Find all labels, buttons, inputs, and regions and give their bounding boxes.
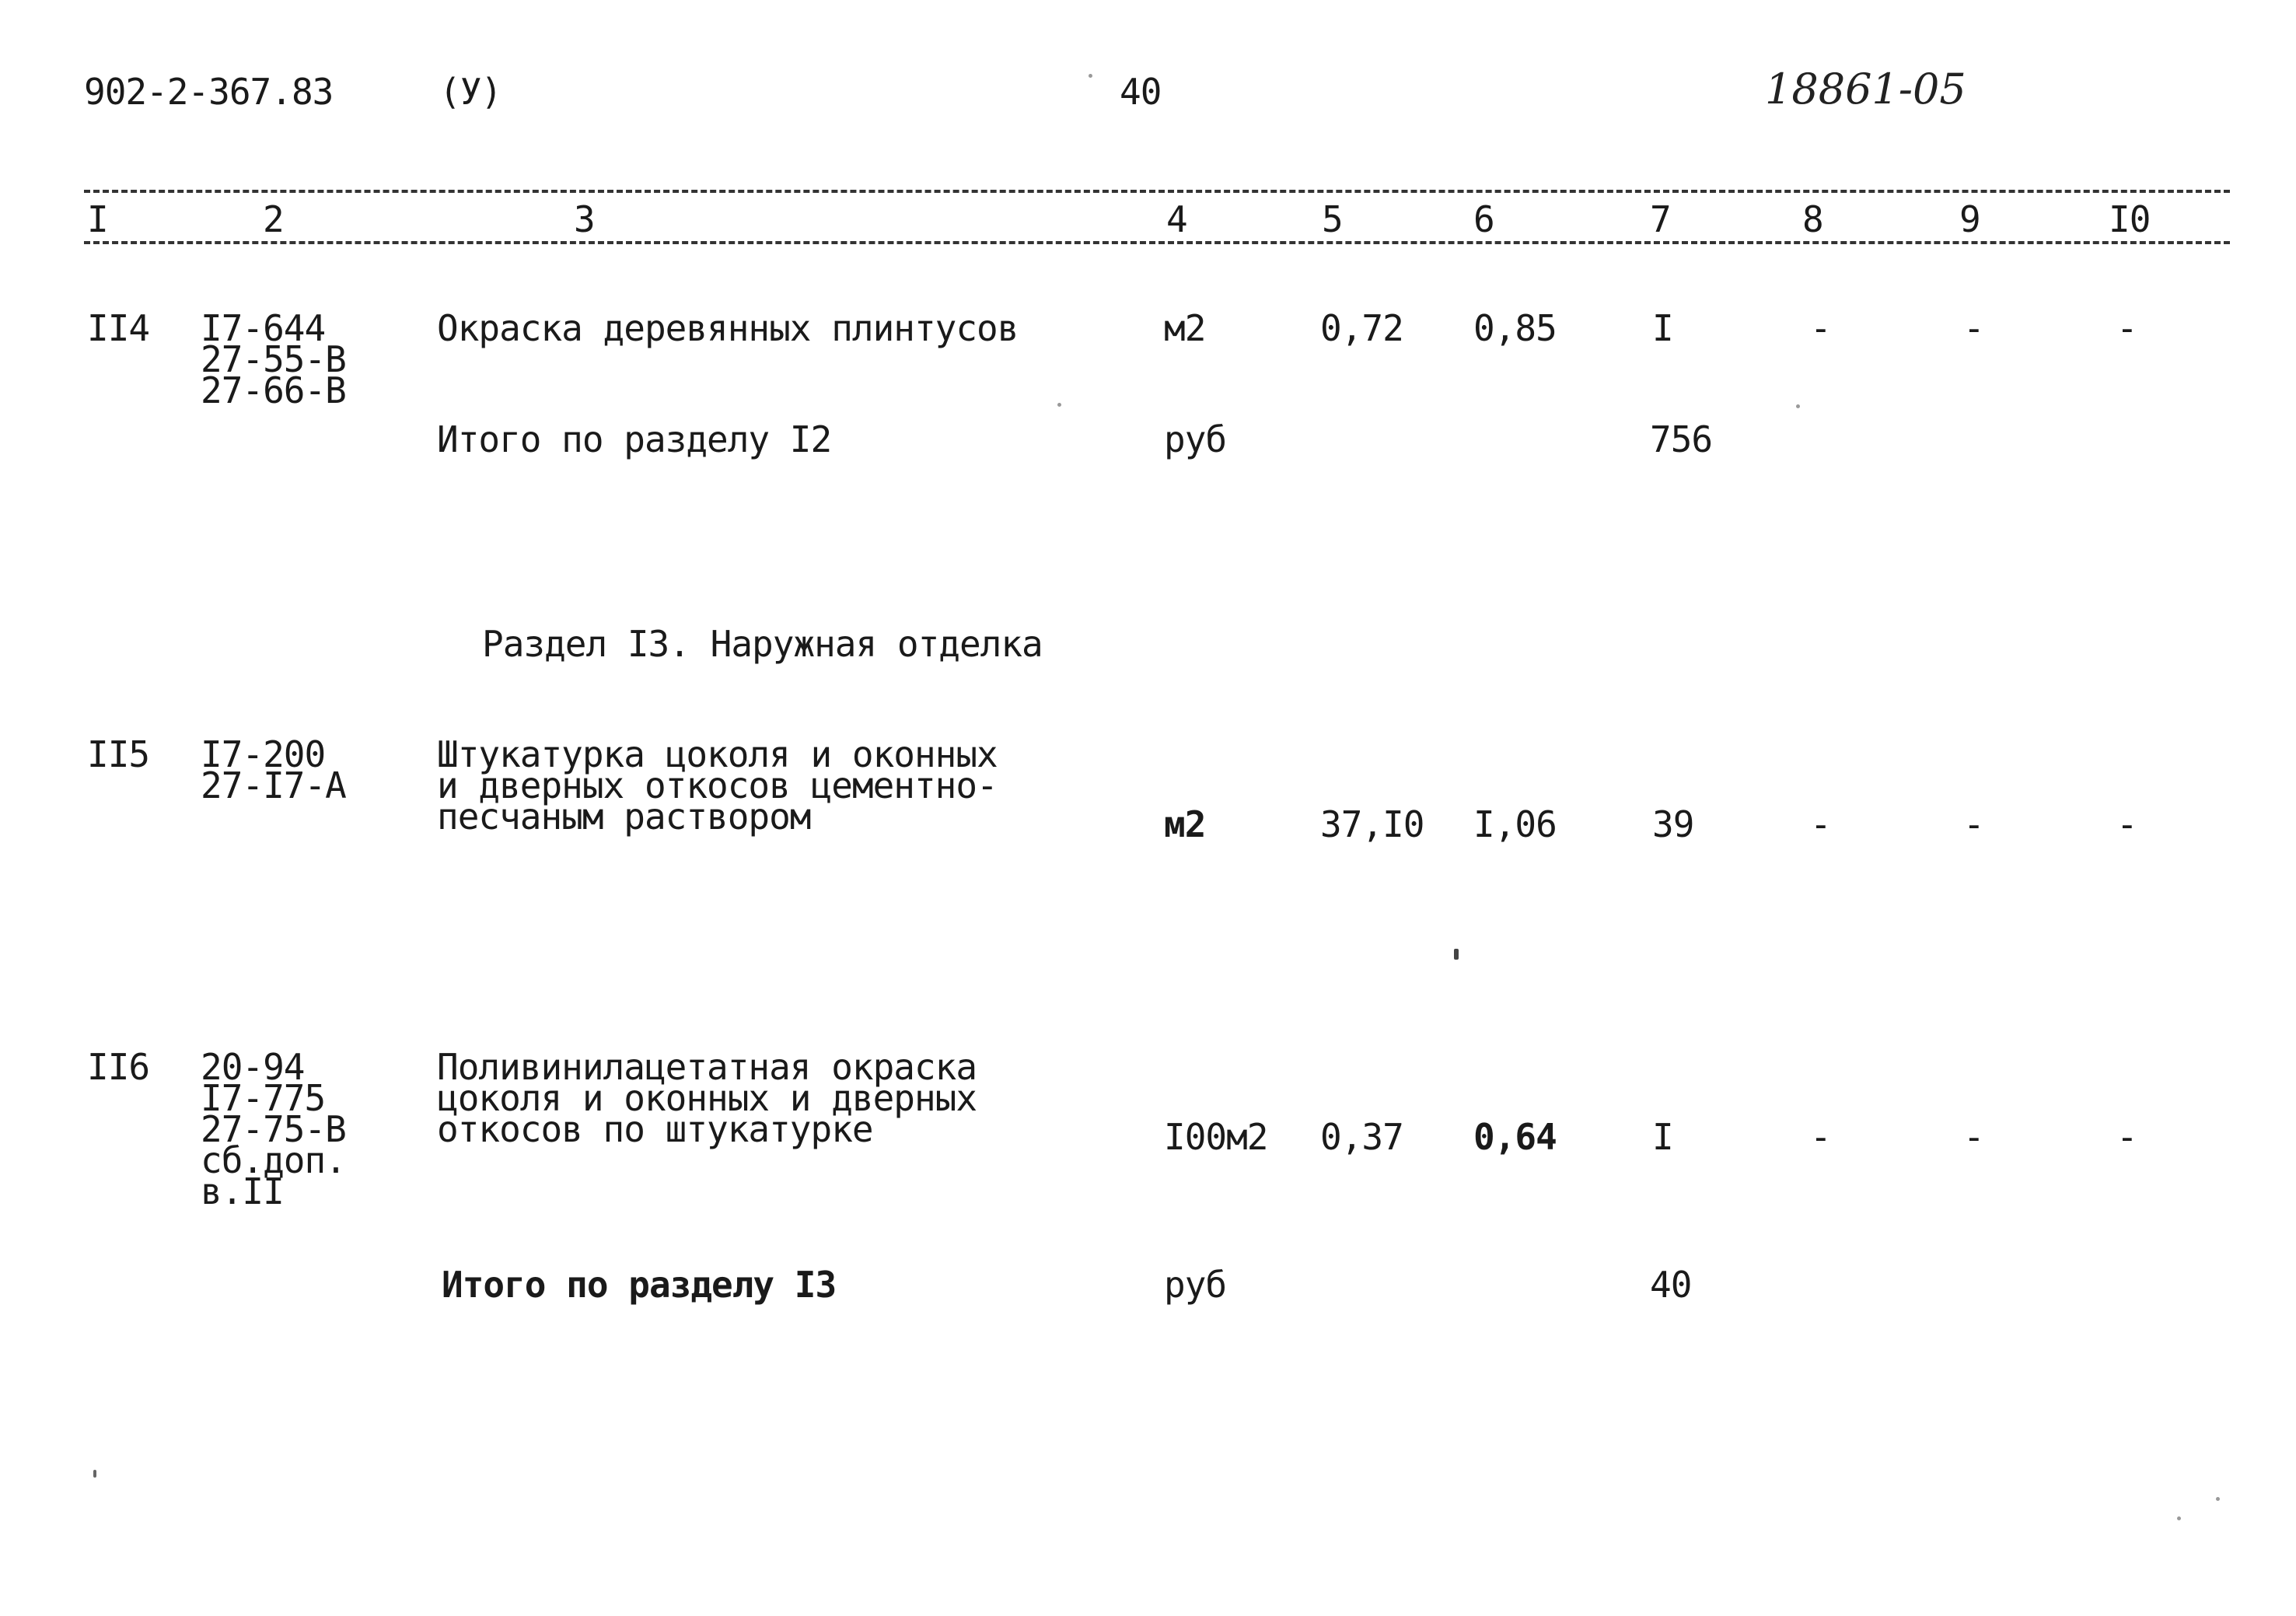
col-head-3: 3	[574, 198, 595, 240]
total-label: Итого по разделу I3	[442, 1264, 837, 1306]
row-col7: I	[1652, 307, 1673, 349]
row-number: II6	[87, 1046, 150, 1088]
col-head-7: 7	[1650, 198, 1671, 240]
row-col7: I	[1652, 1116, 1673, 1158]
col-head-10: I0	[2109, 198, 2151, 240]
col-head-4: 4	[1166, 198, 1187, 240]
page-number: 40	[1120, 71, 1162, 113]
row-col9: -	[1963, 307, 1984, 349]
row-code: 20-94	[201, 1046, 305, 1088]
scan-speck	[1796, 404, 1800, 408]
row-col10: -	[2116, 1116, 2137, 1158]
col-head-2: 2	[263, 198, 284, 240]
total-unit: руб	[1164, 418, 1227, 460]
total-value: 40	[1650, 1264, 1692, 1306]
row-col10: -	[2116, 803, 2137, 845]
section-title: Раздел I3. Наружная отделка	[482, 623, 1043, 665]
row-code: 27-55-В	[201, 338, 346, 380]
row-col8: -	[1810, 307, 1831, 349]
row-code: I7-200	[201, 733, 326, 775]
row-description: цоколя и оконных и дверных	[437, 1077, 977, 1119]
row-col6: I,06	[1473, 803, 1557, 845]
total-label: Итого по разделу I2	[437, 418, 832, 460]
handwritten-number: 18861-05	[1765, 65, 1966, 114]
col-head-1: I	[87, 198, 108, 240]
scan-speck	[2216, 1497, 2220, 1501]
scan-speck	[1057, 403, 1061, 407]
row-code: в.II	[201, 1170, 284, 1212]
row-description: Поливинилацетатная окраска	[437, 1046, 977, 1088]
row-description: Окраска деревянных плинтусов	[437, 307, 1019, 349]
col-head-5: 5	[1322, 198, 1343, 240]
row-number: II4	[87, 307, 150, 349]
row-description: песчаным раствором	[437, 796, 811, 838]
row-col9: -	[1963, 803, 1984, 845]
row-col10: -	[2116, 307, 2137, 349]
doc-code: 902-2-367.83	[84, 71, 334, 113]
row-code: 27-66-В	[201, 369, 346, 411]
row-code: I7-644	[201, 307, 326, 349]
row-col9: -	[1963, 1116, 1984, 1158]
col-head-8: 8	[1802, 198, 1823, 240]
row-col5: 0,72	[1320, 307, 1403, 349]
row-unit: I00м2	[1164, 1116, 1268, 1158]
row-code: 27-75-В	[201, 1108, 346, 1150]
scan-speck	[1089, 74, 1092, 78]
header-rule-bottom	[84, 241, 2230, 244]
row-number: II5	[87, 733, 150, 775]
row-code: сб.доп.	[201, 1139, 346, 1181]
row-col8: -	[1810, 803, 1831, 845]
doc-variant: (У)	[439, 71, 502, 113]
row-code: I7-775	[201, 1077, 326, 1119]
col-head-9: 9	[1959, 198, 1980, 240]
row-description: и дверных откосов цементно-	[437, 764, 998, 806]
row-col7: 39	[1652, 803, 1694, 845]
row-col6: 0,64	[1473, 1116, 1557, 1158]
row-unit: м2	[1164, 803, 1206, 845]
scan-speck	[2177, 1516, 2181, 1520]
total-value: 756	[1650, 418, 1713, 460]
total-unit: руб	[1164, 1264, 1227, 1306]
row-description: Штукатурка цоколя и оконных	[437, 733, 998, 775]
row-description: откосов по штукатурке	[437, 1108, 873, 1150]
row-col5: 0,37	[1320, 1116, 1403, 1158]
row-code: 27-I7-А	[201, 764, 346, 806]
scan-speck	[93, 1470, 96, 1478]
col-head-6: 6	[1473, 198, 1494, 240]
row-col5: 37,I0	[1320, 803, 1424, 845]
row-unit: м2	[1164, 307, 1206, 349]
scan-speck	[1454, 949, 1459, 960]
row-col8: -	[1810, 1116, 1831, 1158]
row-col6: 0,85	[1473, 307, 1557, 349]
header-rule-top	[84, 190, 2230, 193]
